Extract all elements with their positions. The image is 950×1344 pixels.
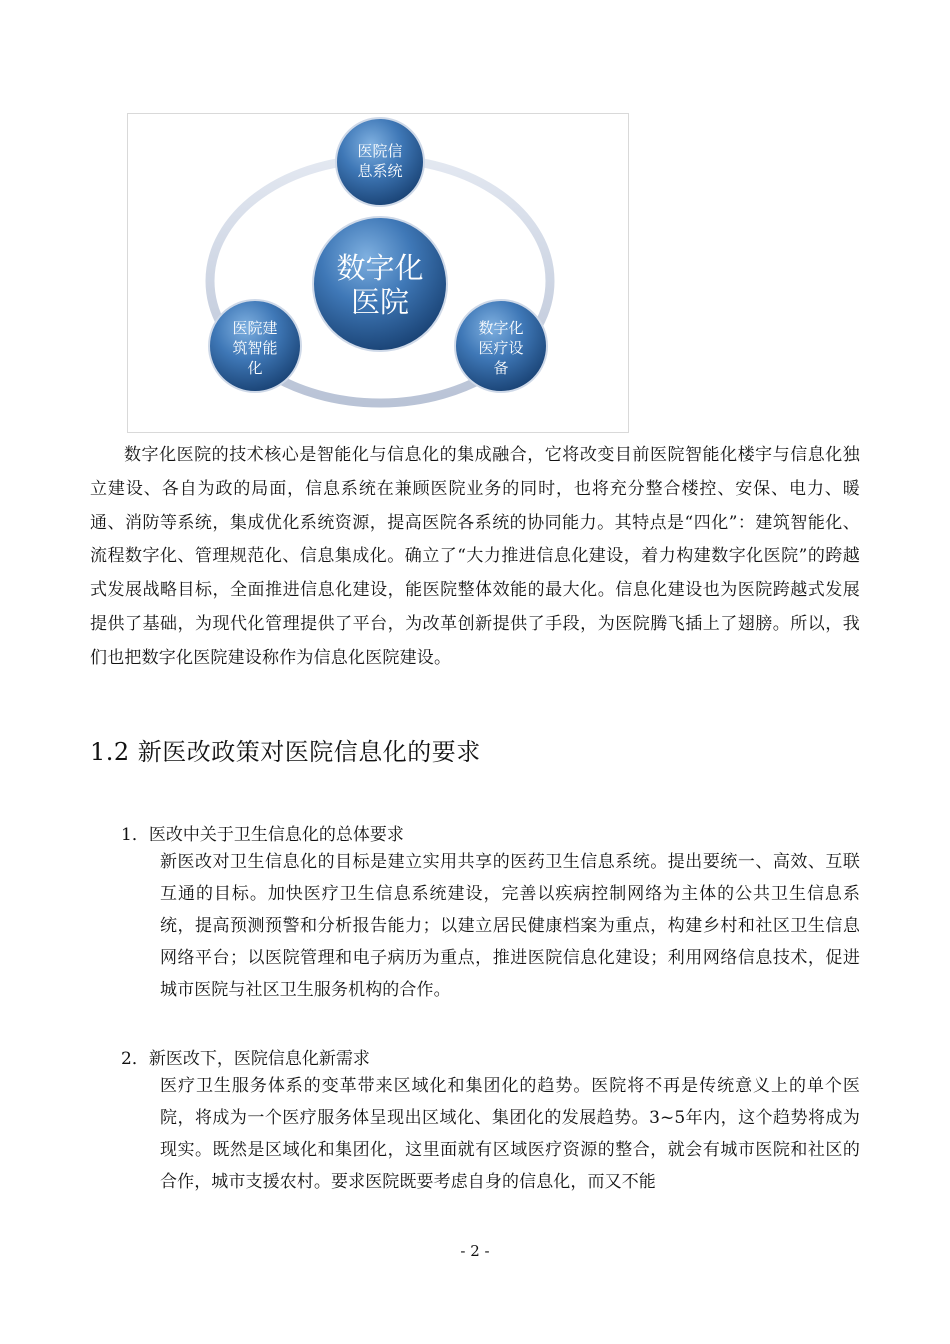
top-label-line2: 息系统 [357, 162, 403, 180]
right-label-line1: 数字化 [478, 319, 524, 337]
diagram-svg [128, 114, 628, 432]
center-label-line1: 数字化 [336, 251, 424, 285]
section-heading: 1.2 新医改政策对医院信息化的要求 [90, 738, 481, 766]
center-label-line2: 医院 [350, 285, 410, 319]
intro-paragraph: 数字化医院的技术核心是智能化与信息化的集成融合，它将改变目前医院智能化楼宇与信息化独立建设、各自为政的局面，信息系统在兼顾医院业务的同时，也将充分整合楼控、安保、电力、暖通、消防等系统，集成优化系统资源，提高医院各系统的协同能力。其特点是“四化”：建筑智能化、流程数字化、管理规范化、信息集成化。确立了“大力推进信息化建设，着力构建数字化医院”的跨越式发展战略目标，全面推进信息化建设，能医院整体效能的最大化。信息化建设也为医院跨越式发展提供了基础，为现代化管理提供了平台，为改革创新提供了手段，为医院腾飞插上了翅膀。所以，我们也把数字化医院建设称作为信息化医院建设。 [90, 445, 860, 668]
digital-hospital-diagram [127, 113, 629, 433]
right-label-line2: 医疗设 [478, 339, 524, 357]
item-title-2: 2．新医改下，医院信息化新需求 [121, 1049, 370, 1069]
item-title-1: 1．医改中关于卫生信息化的总体要求 [121, 825, 404, 845]
item-body-2: 医疗卫生服务体系的变革带来区域化和集团化的趋势。医院将不再是传统意义上的单个医院，将成为一个医疗服务体呈现出区域化、集团化的发展趋势。3~5年内，这个趋势将成为现实。既然是区域化和集团化，这里面就有区域医疗资源的整合，就会有城市医院和社区的合作，城市支援农村。要求医院既要考虑自身的信息化，而又不能 [160, 1076, 860, 1192]
left-label-line3: 化 [247, 359, 263, 377]
right-label-line3: 备 [493, 359, 509, 377]
item-body-1: 新医改对卫生信息化的目标是建立实用共享的医药卫生信息系统。提出要统一、高效、互联互通的目标。加快医疗卫生信息系统建设，完善以疾病控制网络为主体的公共卫生信息系统，提高预测预警和分析报告能力；以建立居民健康档案为重点，构建乡村和社区卫生信息网络平台；以医院管理和电子病历为重点，推进医院信息化建设；利用网络信息技术，促进城市医院与社区卫生服务机构的合作。 [160, 852, 860, 1000]
page-number: - 2 - [460, 1242, 490, 1260]
top-label-line1: 医院信 [357, 142, 403, 160]
left-label-line2: 筑智能 [232, 339, 278, 357]
left-label-line1: 医院建 [232, 319, 278, 337]
